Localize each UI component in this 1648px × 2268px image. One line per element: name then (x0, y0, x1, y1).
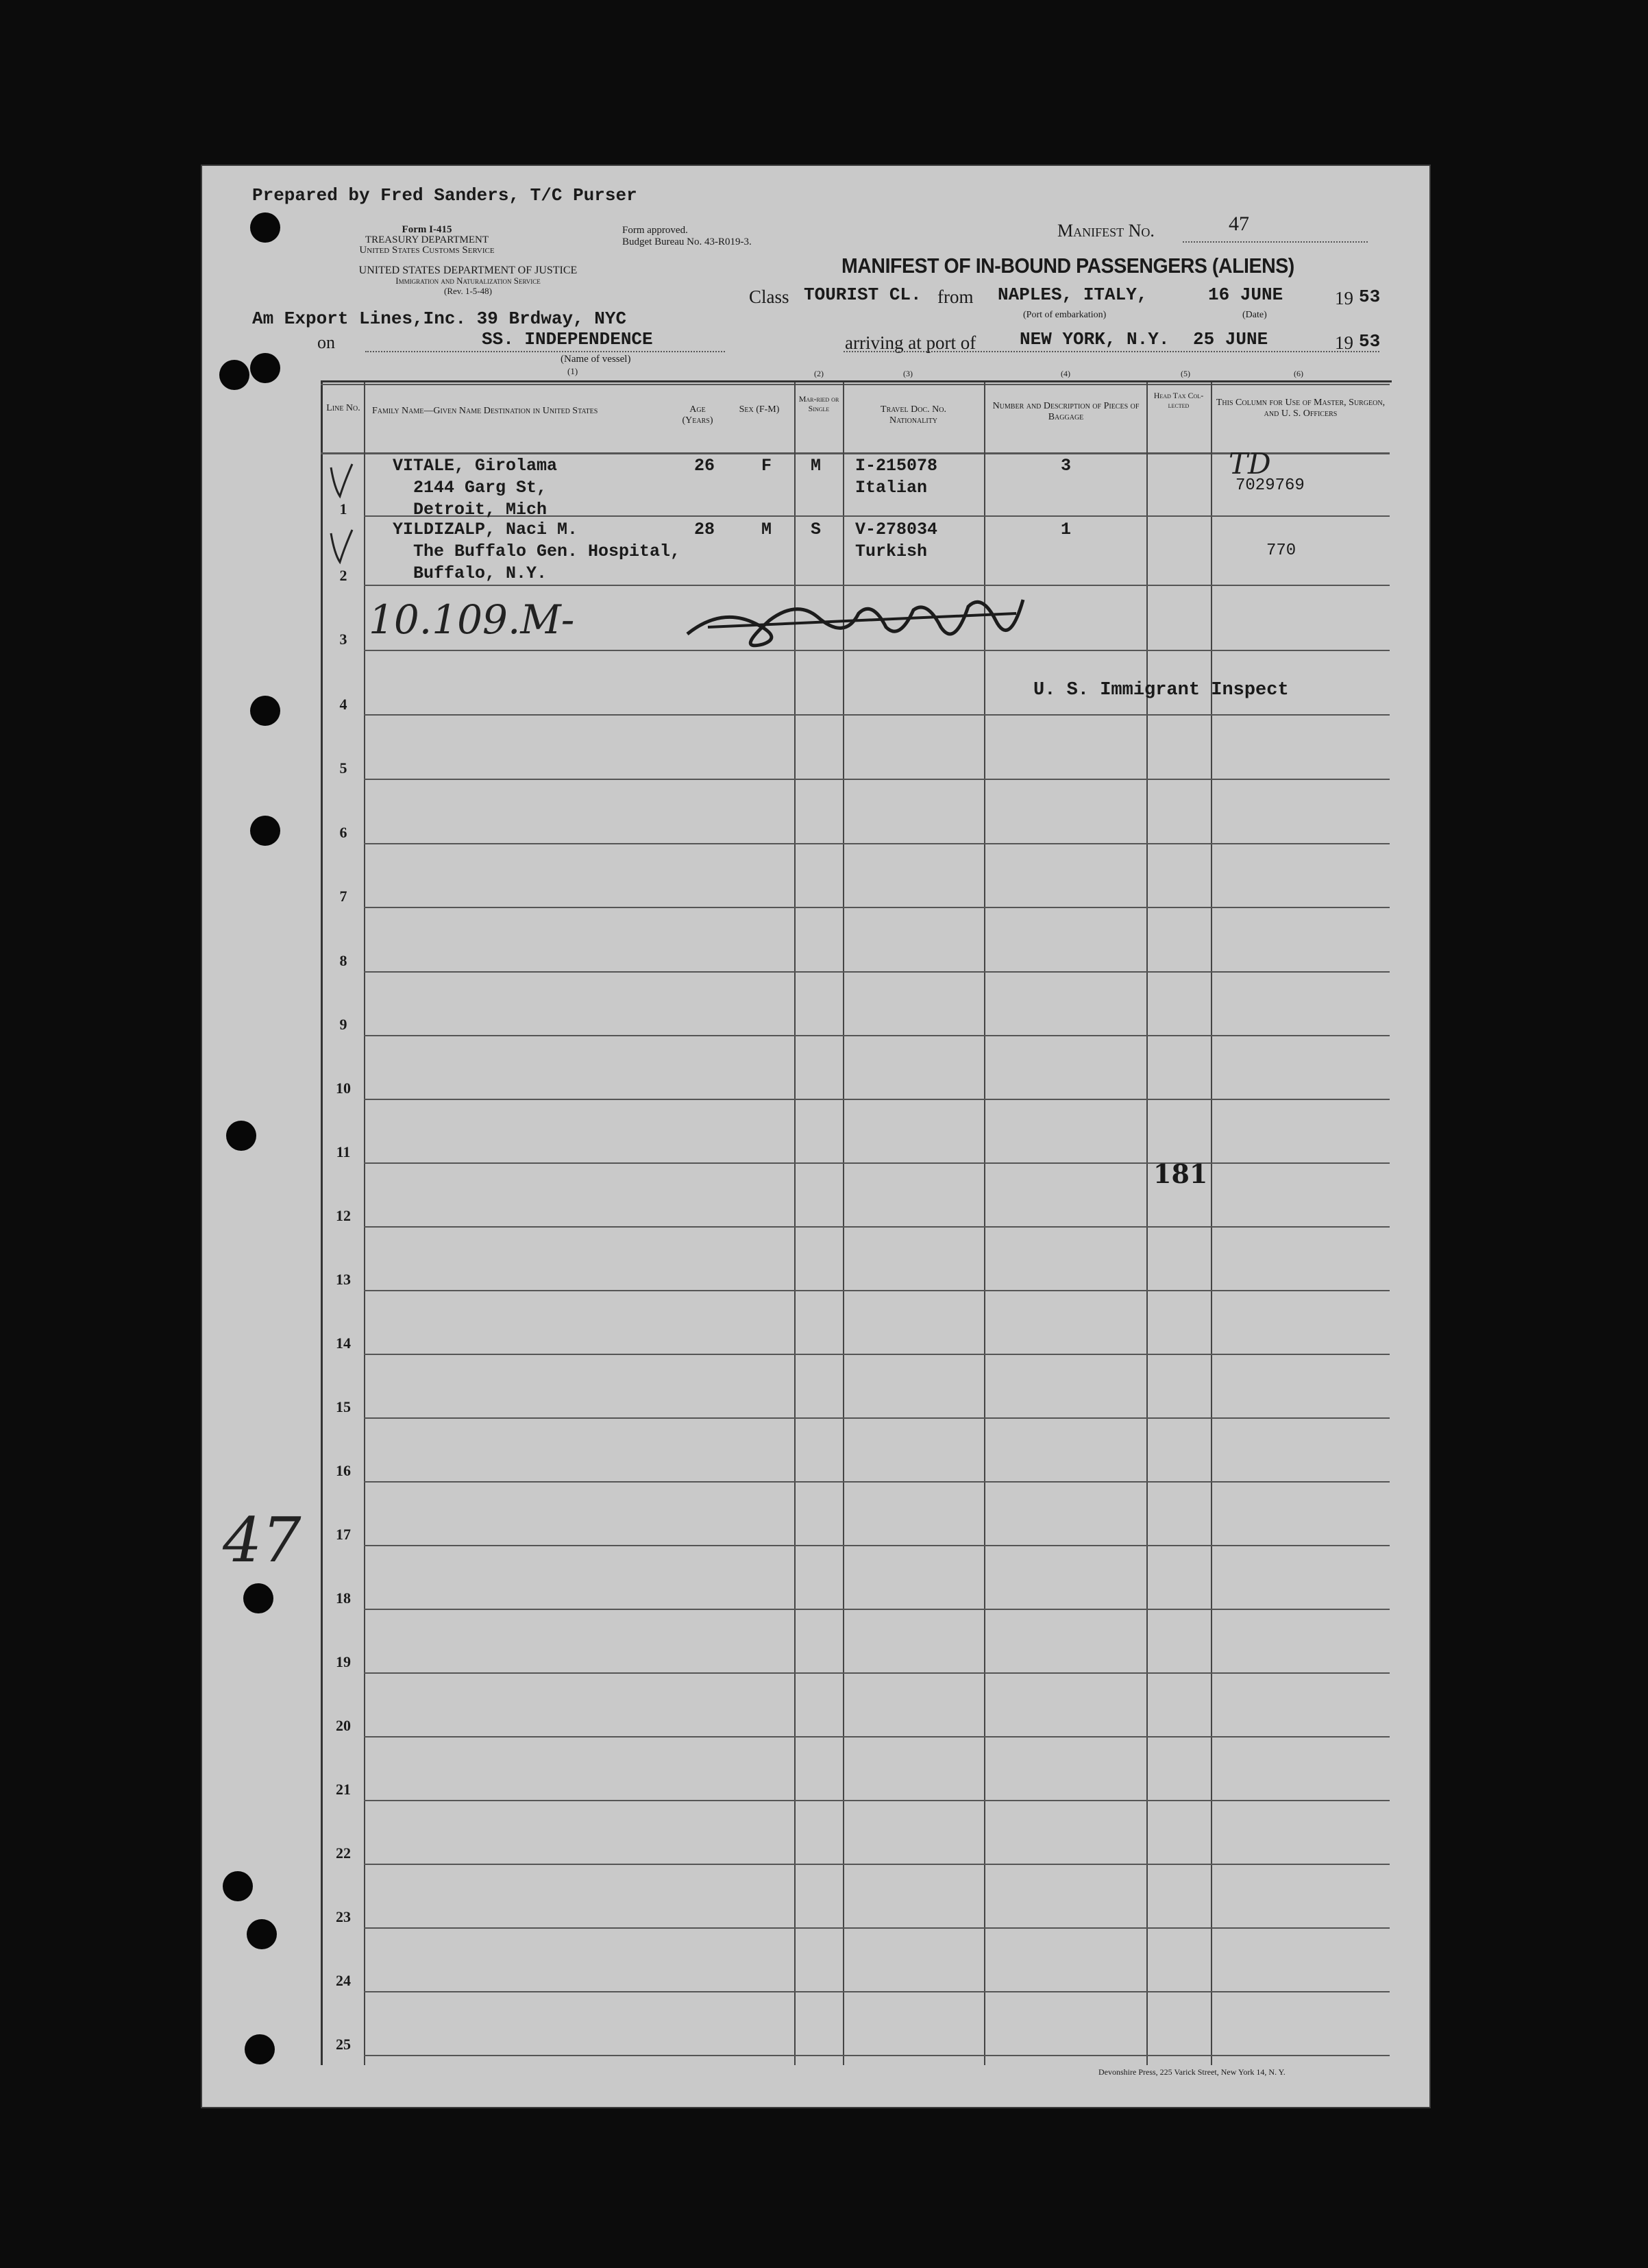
row-rule (364, 1290, 1390, 1291)
passenger-destination-street: The Buffalo Gen. Hospital, (413, 541, 681, 561)
year-prefix-2: 19 (1335, 332, 1353, 353)
line-number: 19 (336, 1653, 351, 1670)
passenger-age: 26 (694, 456, 715, 476)
col-num-3: (3) (903, 369, 913, 378)
row-rule (364, 971, 1390, 973)
class-value: TOURIST CL. (804, 284, 922, 305)
prepared-by: Prepared by Fred Sanders, T/C Purser (252, 185, 637, 206)
row-rule (364, 1609, 1390, 1610)
col-header-age: Age (Years) (682, 404, 713, 426)
row-rule (364, 1099, 1390, 1100)
line-number: 10 (336, 1080, 351, 1097)
class-label: Class (749, 286, 789, 307)
justice-block (317, 265, 619, 296)
line-number: 23 (336, 1908, 351, 1925)
passenger-nationality: Turkish (855, 541, 928, 561)
binder-hole (250, 816, 280, 846)
vessel-rule (365, 351, 725, 352)
passenger-sex: F (761, 456, 772, 476)
row-rule (364, 1481, 1390, 1483)
row-rule (364, 1800, 1390, 1801)
arriving-rule (844, 351, 1379, 352)
officer-note: 7029769 (1235, 476, 1305, 495)
row-rule (364, 1991, 1390, 1992)
manifest-no-label: Manifest No. (1057, 221, 1155, 241)
passenger-marital: S (811, 520, 822, 539)
budget-bureau: Budget Bureau No. 43-R019-3. (622, 236, 752, 247)
immigration-service: Immigration and Naturalization Service (395, 276, 541, 286)
form-number: Form I-415 (402, 224, 452, 235)
passenger-baggage: 3 (1061, 456, 1072, 476)
line-number: 17 (336, 1526, 351, 1543)
line-number: 4 (339, 696, 347, 713)
passenger-name: VITALE, Girolama (393, 456, 558, 476)
year-1: 53 (1359, 286, 1381, 307)
col-divider-baggage (1146, 382, 1148, 2065)
from-label: from (937, 286, 974, 307)
row-rule (364, 1162, 1390, 1164)
form-approved-label: Form approved. (622, 225, 688, 236)
inspector-stamp: U. S. Immigrant Inspect (1033, 680, 1289, 700)
on-label: on (317, 332, 335, 352)
line-number: 16 (336, 1462, 351, 1479)
row-rule (364, 779, 1390, 780)
col-divider-line (364, 382, 365, 2065)
binder-hole (250, 212, 280, 243)
arriving-date: 25 JUNE (1193, 329, 1268, 350)
col-num-4: (4) (1061, 369, 1070, 378)
col-num-6: (6) (1294, 369, 1303, 378)
port-embarkation-caption: (Port of embarkation) (1023, 310, 1107, 320)
line-number: 3 (339, 631, 347, 648)
row-rule (364, 1864, 1390, 1865)
row-rule (364, 1927, 1390, 1929)
margin-number: 47 (223, 1504, 302, 1576)
inspector-signature (680, 586, 1037, 661)
passenger-destination-city: Detroit, Mich (413, 500, 548, 520)
line-number: 6 (339, 824, 347, 841)
binder-hole (250, 353, 280, 383)
line-number: 14 (336, 1334, 351, 1352)
col-header-headtax: Head Tax Col-lected (1153, 391, 1204, 410)
row-rule (364, 1672, 1390, 1674)
passenger-destination-city: Buffalo, N.Y. (413, 563, 548, 583)
manifest-page (201, 164, 1431, 2108)
passenger-sex: M (761, 520, 772, 539)
line-number: 21 (336, 1781, 351, 1798)
stamped-number: 181 (1153, 1158, 1208, 1189)
date-caption: (Date) (1242, 310, 1267, 320)
from-date: 16 JUNE (1208, 284, 1283, 305)
passenger-doc-no: V-278034 (855, 520, 938, 539)
col-num-5: (5) (1181, 369, 1190, 378)
line-number: 18 (336, 1589, 351, 1607)
passenger-nationality: Italian (855, 478, 928, 498)
row-rule (364, 1545, 1390, 1546)
passenger-baggage: 1 (1061, 520, 1072, 539)
arriving-value: NEW YORK, N.Y. (1020, 329, 1170, 350)
col-num-2: (2) (814, 369, 824, 378)
passenger-doc-no: I-215078 (855, 456, 938, 476)
binder-hole (243, 1583, 273, 1613)
line-number: 1 (339, 500, 347, 517)
line-number: 20 (336, 1717, 351, 1734)
manifest-no-rule (1183, 241, 1368, 243)
arriving-label: arriving at port of (845, 332, 976, 353)
revision: (Rev. 1-5-48) (444, 286, 492, 296)
binder-hole (250, 696, 280, 726)
form-approved (622, 225, 752, 248)
manifest-no-value: 47 (1229, 212, 1249, 235)
col-header-sex: Sex (F-M) (739, 404, 780, 415)
line-number: 7 (339, 888, 347, 905)
binder-hole (226, 1121, 256, 1151)
binder-hole (247, 1919, 277, 1949)
row-rule (364, 2055, 1390, 2056)
col-header-name: Family Name—Given Name Destination in United States (372, 406, 598, 416)
col-num-1-top: (1) (567, 366, 578, 376)
check-mark-icon (328, 461, 355, 502)
row-rule (364, 1417, 1390, 1419)
col-header-baggage: Number and Description of Pieces of Baggage (992, 401, 1140, 422)
year-prefix-1: 19 (1335, 288, 1353, 308)
officer-initials: TD (1229, 447, 1271, 480)
customs-service: United States Customs Service (359, 245, 495, 256)
passenger-age: 28 (694, 520, 715, 539)
col-header-travel: Travel Doc. No. Nationality (881, 404, 946, 426)
line-number: 25 (336, 2036, 351, 2053)
line-number: 8 (339, 952, 347, 969)
table-top-rule (321, 384, 1390, 385)
row-rule (364, 1736, 1390, 1737)
from-value: NAPLES, ITALY, (998, 284, 1148, 305)
printer-imprint: Devonshire Press, 225 Varick Street, New York 14, N. Y. (1098, 2067, 1286, 2077)
form-block (358, 225, 495, 256)
line-number: 12 (336, 1207, 351, 1224)
line-number: 13 (336, 1271, 351, 1288)
row-rule (364, 1035, 1390, 1036)
col-divider-headtax (1211, 382, 1212, 2065)
col-header-married: Mar-ried or Single (798, 394, 839, 413)
treasury-dept: TREASURY DEPARTMENT (365, 234, 489, 245)
binder-hole (219, 360, 249, 390)
check-mark-icon (328, 526, 355, 568)
officer-note: 770 (1266, 541, 1296, 560)
manifest-title: MANIFEST OF IN-BOUND PASSENGERS (ALIENS) (841, 254, 1294, 278)
binder-hole (223, 1871, 253, 1901)
line-company: Am Export Lines,Inc. 39 Brdway, NYC (252, 308, 627, 329)
justice-dept: UNITED STATES DEPARTMENT OF JUSTICE (358, 265, 578, 276)
passenger-name: YILDIZALP, Naci M. (393, 520, 578, 539)
handwritten-code: 10.109.M- (369, 596, 575, 643)
row-rule (364, 1226, 1390, 1228)
year-2: 53 (1359, 331, 1381, 352)
row-rule (364, 714, 1390, 716)
line-number: 15 (336, 1398, 351, 1415)
row-rule (364, 907, 1390, 908)
passenger-marital: M (811, 456, 822, 476)
col-header-officers: This Column for Use of Master, Surgeon, and U. S. Officers (1216, 398, 1386, 419)
line-number: 2 (339, 567, 347, 584)
vessel-name: SS. INDEPENDENCE (482, 329, 653, 350)
row-rule (364, 843, 1390, 844)
line-number: 5 (339, 759, 347, 777)
line-number: 22 (336, 1844, 351, 1862)
line-number: 11 (336, 1143, 351, 1160)
passenger-destination-street: 2144 Garg St, (413, 478, 548, 498)
vessel-caption: (Name of vessel) (561, 354, 631, 365)
row-rule (364, 1354, 1390, 1355)
binder-hole (245, 2034, 275, 2064)
line-number: 24 (336, 1972, 351, 1989)
col-header-line: Line No. (326, 403, 360, 413)
line-number: 9 (339, 1016, 347, 1033)
